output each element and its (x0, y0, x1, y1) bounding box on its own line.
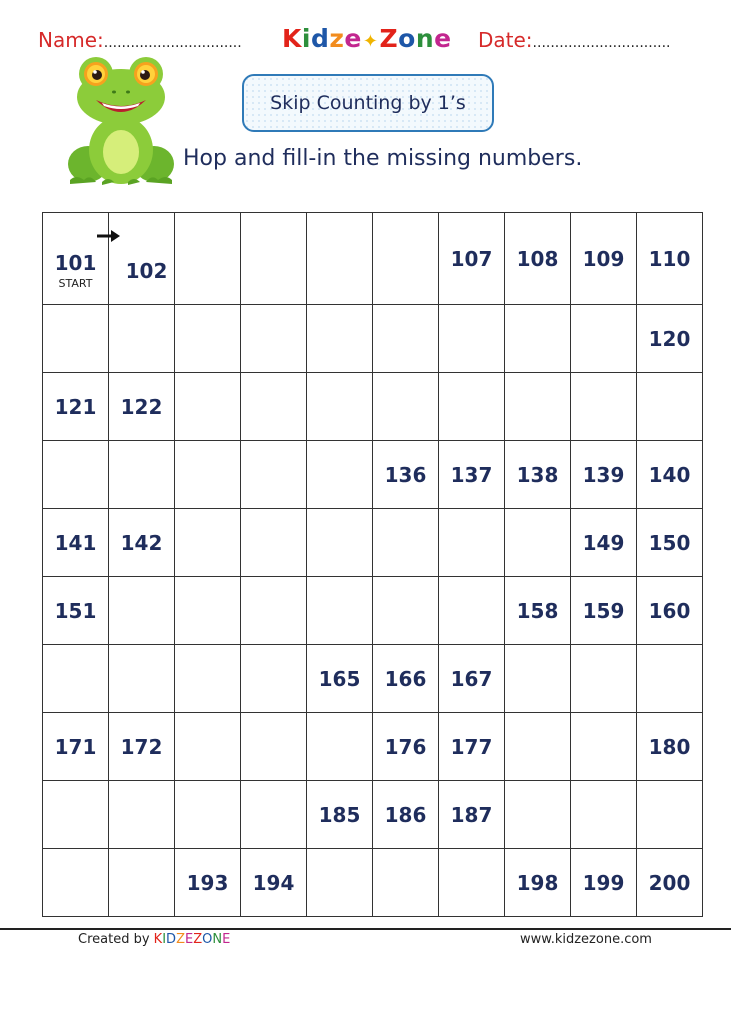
blank-cell[interactable] (373, 509, 439, 577)
cell-number: 176 (384, 734, 427, 759)
blank-cell[interactable] (175, 441, 241, 509)
cell-number: 171 (54, 734, 97, 759)
blank-cell[interactable] (43, 781, 109, 849)
cell-number: 165 (318, 666, 361, 691)
blank-cell[interactable] (109, 781, 175, 849)
cell-number: 139 (582, 462, 625, 487)
cell-number: 160 (648, 598, 691, 623)
footer-website: www.kidzezone.com (520, 932, 652, 947)
cell-number: 110 (648, 246, 691, 271)
blank-cell[interactable] (505, 713, 571, 781)
number-cell (637, 849, 703, 917)
number-cell (109, 213, 175, 305)
number-cell (43, 509, 109, 577)
footer-brand-letter: O (202, 932, 213, 947)
blank-cell[interactable] (637, 781, 703, 849)
date-blank-line[interactable]: ............................... (532, 35, 671, 51)
logo-letter: n (415, 24, 435, 53)
blank-cell[interactable] (373, 213, 439, 305)
blank-cell[interactable] (571, 713, 637, 781)
blank-cell[interactable] (373, 305, 439, 373)
cell-number: 142 (120, 530, 163, 555)
footer-credit (78, 932, 230, 947)
blank-cell[interactable] (505, 645, 571, 713)
number-cell (637, 441, 703, 509)
blank-cell[interactable] (373, 849, 439, 917)
number-cell (43, 373, 109, 441)
blank-cell[interactable] (571, 373, 637, 441)
cell-number: 159 (582, 598, 625, 623)
number-cell (241, 849, 307, 917)
blank-cell[interactable] (439, 509, 505, 577)
blank-cell[interactable] (307, 213, 373, 305)
cell-number: 138 (516, 462, 559, 487)
blank-cell[interactable] (307, 305, 373, 373)
blank-cell[interactable] (109, 849, 175, 917)
blank-cell[interactable] (439, 305, 505, 373)
blank-cell[interactable] (175, 373, 241, 441)
name-field[interactable] (38, 28, 242, 52)
date-field[interactable] (478, 28, 671, 52)
cell-number: 194 (252, 870, 295, 895)
logo-letter: o (398, 24, 416, 53)
number-cell (439, 781, 505, 849)
number-cell (505, 577, 571, 645)
cell-number: 141 (54, 530, 97, 555)
blank-cell[interactable] (175, 713, 241, 781)
number-cell (571, 509, 637, 577)
logo-letter: ✦ (362, 31, 379, 52)
number-cell (637, 577, 703, 645)
instruction-text: Hop and fill-in the missing numbers. (183, 146, 583, 171)
blank-cell[interactable] (505, 509, 571, 577)
cell-number: 198 (516, 870, 559, 895)
number-cell (373, 781, 439, 849)
number-cell (439, 645, 505, 713)
blank-cell[interactable] (241, 441, 307, 509)
number-cell (307, 645, 373, 713)
number-cell (439, 713, 505, 781)
grid-row (43, 305, 703, 373)
number-cell (43, 713, 109, 781)
date-label: Date: (478, 28, 533, 52)
grid-row (43, 849, 703, 917)
number-cell (307, 781, 373, 849)
number-cell (109, 509, 175, 577)
cell-number: 167 (450, 666, 493, 691)
number-cell (571, 577, 637, 645)
blank-cell[interactable] (241, 509, 307, 577)
number-cell (43, 577, 109, 645)
blank-cell[interactable] (241, 713, 307, 781)
cell-number: 149 (582, 530, 625, 555)
number-cell (373, 441, 439, 509)
grid-row (43, 373, 703, 441)
name-label: Name: (38, 28, 104, 52)
number-cell (439, 213, 505, 305)
cell-number: 151 (54, 598, 97, 623)
cell-number: 200 (648, 870, 691, 895)
cell-number: 186 (384, 802, 427, 827)
grid-row (43, 781, 703, 849)
number-cell (505, 213, 571, 305)
cell-number: 158 (516, 598, 559, 623)
start-label: START (58, 277, 93, 290)
number-cell (637, 509, 703, 577)
blank-cell[interactable] (241, 577, 307, 645)
grid-row (43, 577, 703, 645)
footer-brand-letter: Z (193, 932, 203, 947)
name-blank-line[interactable]: ............................... (103, 35, 242, 51)
number-cell (373, 645, 439, 713)
blank-cell[interactable] (175, 509, 241, 577)
grid-row (43, 213, 703, 305)
blank-cell[interactable] (439, 373, 505, 441)
blank-cell[interactable] (109, 645, 175, 713)
cell-number: 185 (318, 802, 361, 827)
number-cell (109, 373, 175, 441)
logo-letter: Z (379, 24, 399, 53)
blank-cell[interactable] (505, 373, 571, 441)
cell-number: 136 (384, 462, 427, 487)
number-cell (373, 713, 439, 781)
blank-cell[interactable] (175, 213, 241, 305)
cell-number: 187 (450, 802, 493, 827)
number-cell (637, 213, 703, 305)
number-cell (637, 305, 703, 373)
number-cell (175, 849, 241, 917)
grid-row (43, 441, 703, 509)
blank-cell[interactable] (175, 781, 241, 849)
number-cell (571, 213, 637, 305)
number-cell (505, 441, 571, 509)
blank-cell[interactable] (43, 441, 109, 509)
blank-cell[interactable] (307, 373, 373, 441)
footer-brand-letter: E (184, 932, 194, 947)
cell-number: 122 (120, 394, 163, 419)
blank-cell[interactable] (373, 577, 439, 645)
blank-cell[interactable] (505, 781, 571, 849)
cell-number: 150 (648, 530, 691, 555)
right-arrow-icon (97, 229, 121, 243)
worksheet-title (242, 74, 494, 132)
footer-divider (0, 928, 731, 930)
number-cell (505, 849, 571, 917)
blank-cell[interactable] (109, 577, 175, 645)
logo-letter: K (282, 24, 302, 53)
blank-cell[interactable] (439, 849, 505, 917)
cell-number: 102 (125, 258, 168, 283)
blank-cell[interactable] (571, 645, 637, 713)
blank-cell[interactable] (373, 373, 439, 441)
blank-cell[interactable] (241, 645, 307, 713)
number-cell (439, 441, 505, 509)
logo-letter: e (434, 24, 452, 53)
number-cell (571, 441, 637, 509)
blank-cell[interactable] (307, 577, 373, 645)
blank-cell[interactable] (307, 849, 373, 917)
cell-number: 177 (450, 734, 493, 759)
cell-number: 166 (384, 666, 427, 691)
blank-cell[interactable] (175, 645, 241, 713)
grid-row (43, 713, 703, 781)
footer-brand-letter: N (212, 932, 223, 947)
logo-letter: z (329, 24, 345, 53)
blank-cell[interactable] (175, 305, 241, 373)
blank-cell[interactable] (241, 305, 307, 373)
blank-cell[interactable] (307, 441, 373, 509)
number-cell (571, 849, 637, 917)
footer-brand (154, 932, 231, 947)
cell-number: 140 (648, 462, 691, 487)
blank-cell[interactable] (43, 645, 109, 713)
footer-created-by: Created by (78, 932, 150, 947)
blank-cell[interactable] (175, 577, 241, 645)
cell-number: 193 (186, 870, 229, 895)
blank-cell[interactable] (241, 213, 307, 305)
cell-number: 101 (54, 251, 97, 275)
cell-number: 109 (582, 246, 625, 271)
footer-brand-letter: Z (176, 932, 185, 947)
frog-illustration-icon (66, 52, 176, 192)
number-grid (42, 212, 703, 917)
cell-number: 107 (450, 246, 493, 271)
cell-number: 121 (54, 394, 97, 419)
cell-number: 120 (648, 326, 691, 351)
blank-cell[interactable] (307, 509, 373, 577)
number-cell (43, 213, 109, 305)
number-cell (637, 713, 703, 781)
blank-cell[interactable] (109, 305, 175, 373)
worksheet-title-text: Skip Counting by 1’s (270, 92, 466, 114)
cell-number: 199 (582, 870, 625, 895)
blank-cell[interactable] (241, 781, 307, 849)
blank-cell[interactable] (571, 305, 637, 373)
blank-cell[interactable] (43, 849, 109, 917)
blank-cell[interactable] (109, 441, 175, 509)
blank-cell[interactable] (637, 373, 703, 441)
number-cell (109, 713, 175, 781)
footer-brand-letter: I (162, 932, 167, 947)
cell-number: 108 (516, 246, 559, 271)
blank-cell[interactable] (571, 781, 637, 849)
footer-brand-letter: D (166, 932, 177, 947)
blank-cell[interactable] (241, 373, 307, 441)
grid-row (43, 645, 703, 713)
cell-number: 137 (450, 462, 493, 487)
footer-brand-letter: E (222, 932, 231, 947)
blank-cell[interactable] (505, 305, 571, 373)
logo-letter: d (310, 24, 330, 53)
cell-number: 172 (120, 734, 163, 759)
blank-cell[interactable] (307, 713, 373, 781)
logo-letter: i (301, 24, 311, 53)
blank-cell[interactable] (439, 577, 505, 645)
blank-cell[interactable] (43, 305, 109, 373)
blank-cell[interactable] (637, 645, 703, 713)
kidzezone-logo (282, 24, 452, 53)
cell-number: 180 (648, 734, 691, 759)
footer-brand-letter: K (153, 932, 163, 947)
grid-row (43, 509, 703, 577)
logo-letter: e (344, 24, 362, 53)
